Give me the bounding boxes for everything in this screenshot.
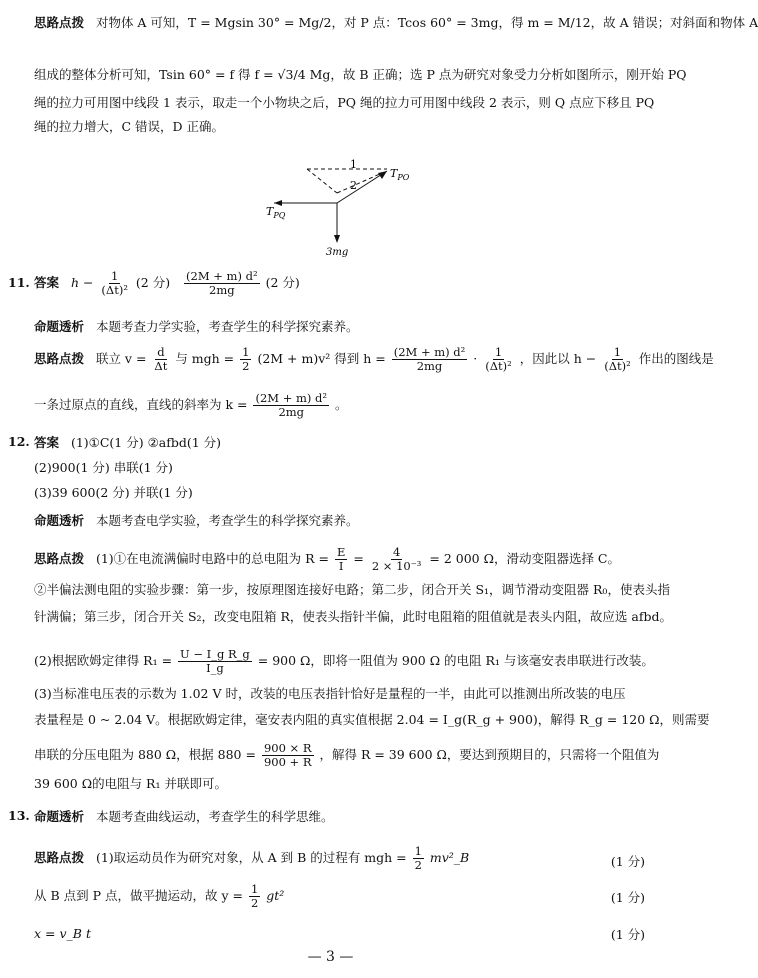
q12-frac-880: $\frac{900 \times R}{900 + R}$ — [263, 741, 312, 769]
q12-ans-2: (2)900(1 分) 串联(1 分) — [34, 460, 173, 475]
q12-s4-b: = 900 Ω，即将一阻值为 900 Ω 的电阻 R₁ 与该毫安表串联进行改装。 — [257, 653, 654, 668]
q13-s1-b: mv²_B — [429, 850, 470, 865]
q12-sl-line-4 — [34, 648, 654, 675]
q12-sl-line-1 — [34, 546, 620, 573]
q11-ans-a-score: (2 分) — [135, 275, 171, 290]
q11-number: 11. — [8, 275, 30, 290]
q13-sl-line-3: x = v_B t — [34, 926, 91, 941]
q12-sl-line-8 — [34, 775, 227, 793]
p1-line-4 — [34, 118, 224, 136]
p1-label: 思路点拨 — [34, 15, 85, 30]
weight-label: 3mg — [326, 247, 349, 258]
seg-1-label: 1 — [350, 158, 357, 171]
p1-text-2: 组成的整体分析可知，Tsin 60° = f 得 f = √3/4 Mg，故 B 正确；选 P 点为研究对象受力分析如图所示，刚开始 PQ — [34, 67, 687, 82]
q11-mt-text: 本题考查力学实验，考查学生的科学探究素养。 — [95, 319, 359, 334]
q12-s7-a: 串联的分压电阻为 880 Ω，根据 880 = — [34, 747, 256, 762]
q11-ans-a: h − — [70, 275, 94, 290]
q11-frac-t2: $\frac{1}{\text{(Δt)²}}$ — [604, 345, 631, 373]
q13-mt-text: 本题考查曲线运动，考查学生的科学思维。 — [95, 809, 334, 824]
q12-s1-a: (1)①在电流满偏时电路中的总电阻为 R = — [95, 551, 329, 566]
q13-s2-a: 从 B 点到 P 点，做平抛运动，故 y = — [34, 888, 243, 903]
q11-frac-half: $\frac{1}{2}$ — [242, 345, 250, 373]
q12-sl-label: 思路点拨 — [34, 551, 85, 566]
p1-text-3: 绳的拉力可用图中线段 1 表示，取走一个小物块之后，PQ 绳的拉力可用图中线段 2 表示，则 Q 点应下移且 PQ — [34, 95, 655, 110]
q13-mt-label: 命题透析 — [34, 809, 85, 824]
q13-score-1: (1 分) — [610, 854, 645, 869]
q11-sl1-f: 作出的图线是 — [638, 351, 714, 366]
page-number: — 3 — — [307, 949, 354, 965]
q11-frac-t: $\frac{1}{\text{(Δt)²}}$ — [485, 345, 512, 373]
q12-s2: ②半偏法测电阻的实验步骤：第一步，按原理图连接好电路；第二步，闭合开关 S₁，调节滑动变阻器 R₀，使表头指 — [34, 582, 670, 597]
q11-frac-k: $\frac{\text{(2M + m) d²}}{2mg}$ — [255, 391, 328, 419]
q13-s2-b: gt² — [266, 888, 285, 903]
q13-number: 13. — [8, 808, 30, 823]
force-diagram — [262, 155, 422, 265]
q12-answer-line-2 — [34, 459, 173, 477]
q13-score-2: (1 分) — [610, 890, 645, 905]
q12-sl-line-5 — [34, 685, 626, 703]
q12-s1-c: = 2 000 Ω，滑动变阻器选择 C。 — [429, 551, 620, 566]
seg-2-label: 2 — [350, 179, 357, 192]
q12-sl-line-6 — [34, 711, 710, 729]
q12-number: 12. — [8, 434, 30, 449]
q11-ans-frac-b: $\frac{\text{(2M + m) d²}}{2mg}$ — [186, 269, 258, 297]
t-po-vector — [337, 171, 387, 203]
p1-line-1 — [34, 14, 758, 32]
q13-sl-line-2 — [34, 883, 284, 910]
segment-2-dashed — [337, 173, 382, 193]
q11-sl-line-2 — [34, 392, 348, 419]
q12-ans-3: (3)39 600(2 分) 并联(1 分) — [34, 485, 193, 500]
q12-s7-b: ，解得 R = 39 600 Ω，要达到预期目的，只需将一个阻值为 — [319, 747, 660, 762]
q13-frac-half-2: $\frac{1}{2}$ — [250, 882, 259, 910]
q12-answer-line-3 — [34, 484, 193, 502]
p1-text-1: 对物体 A 可知，T = Mgsin 30° = Mg/2，对 P 点：Tcos 60° = 3mg，得 m = M/12，故 A 错误；对斜面和物体 A — [95, 15, 758, 30]
q11-sl-label: 思路点拨 — [34, 351, 85, 366]
q12-sl-line-3 — [34, 608, 672, 626]
q12-frac-ei: $\frac{E}{I}$ — [336, 545, 346, 573]
p1-text-4: 绳的拉力增大，C 错误，D 正确。 — [34, 119, 225, 134]
p1-line-3 — [34, 94, 654, 112]
q13-mt-line — [34, 808, 333, 826]
q11-frac-v: $\frac{d}{\Delta t}$ — [154, 345, 168, 373]
q12-sl-line-2 — [34, 581, 670, 599]
q12-answer-line-1 — [34, 434, 221, 452]
q11-sl2-a: 一条过原点的直线，直线的斜率为 k = — [34, 397, 248, 412]
q13-sl-line-1 — [34, 845, 469, 872]
q13-frac-half-1: $\frac{1}{2}$ — [414, 844, 422, 872]
q12-sl-line-7 — [34, 742, 659, 769]
q12-s4-a: (2)根据欧姆定律得 R₁ = — [34, 653, 173, 668]
q13-sl-label: 思路点拨 — [34, 850, 85, 865]
q11-frac-h: $\frac{\text{(2M + m) d²}}{2mg}$ — [393, 345, 466, 373]
q11-ans-b-score: (2 分) — [265, 275, 300, 290]
q13-s1-a: (1)取运动员作为研究对象，从 A 到 B 的过程有 mgh = — [95, 850, 407, 865]
p1-line-2 — [34, 66, 687, 84]
q11-sl1-d: · — [473, 351, 478, 366]
q12-mt-line — [34, 512, 358, 530]
t-pq-label: $T_{PQ}$ — [266, 205, 286, 220]
q11-sl-line-1 — [34, 346, 714, 373]
t-po-label: $T_{PO}$ — [390, 167, 410, 182]
q13-score-3: (1 分) — [610, 927, 645, 942]
q11-answer-label: 答案 — [34, 275, 60, 290]
q12-frac-4: $\frac{4}{\text{2 × 10⁻³}}$ — [371, 545, 422, 573]
q12-s3: 针满偏；第三步，闭合开关 S₂，改变电阻箱 R，使表头指针半偏，此时电阻箱的阻值就是表头内阻，故应选 afbd。 — [34, 609, 672, 624]
q12-ans-1: (1)①C(1 分) ②afbd(1 分) — [70, 435, 222, 450]
q11-sl1-e: ，因此以 h − — [519, 351, 597, 366]
q11-sl2-b: 。 — [335, 397, 348, 412]
q11-ans-frac-a: $\frac{1}{\text{(Δt)²}}$ — [101, 269, 128, 297]
q11-mt-line — [34, 318, 358, 336]
q12-s1-b: = — [353, 551, 364, 566]
q12-answer-label: 答案 — [34, 435, 60, 450]
q12-mt-text: 本题考查电学实验，考查学生的科学探究素养。 — [95, 513, 359, 528]
q12-s8: 39 600 Ω的电阻与 R₁ 并联即可。 — [34, 776, 227, 791]
q12-mt-label: 命题透析 — [34, 513, 85, 528]
q11-sl1-c: (2M + m)v² 得到 h = — [257, 351, 386, 366]
q11-sl1-b: 与 mgh = — [175, 351, 235, 366]
t-pq-arrowhead — [274, 200, 282, 206]
q11-answer-line — [34, 270, 300, 297]
t-po-arrowhead — [378, 171, 387, 179]
dashed-vertical — [307, 169, 337, 193]
weight-arrowhead — [334, 235, 340, 243]
q11-mt-label: 命题透析 — [34, 319, 85, 334]
q11-sl1-a: 联立 v = — [95, 351, 147, 366]
q12-frac-r1: $\frac{\text{U − I\_g R\_g}}{I\_g}$ — [180, 647, 250, 675]
q12-s6: 表量程是 0 ~ 2.04 V。根据欧姆定律，毫安表内阻的真实值根据 2.04 = I_g(R_g + 900)，解得 R_g = 120 Ω，则需要 — [34, 712, 710, 727]
q12-s5: (3)当标准电压表的示数为 1.02 V 时，改装的电压表指针恰好是量程的一半，由此可以推测出所改装的电压 — [34, 686, 626, 701]
